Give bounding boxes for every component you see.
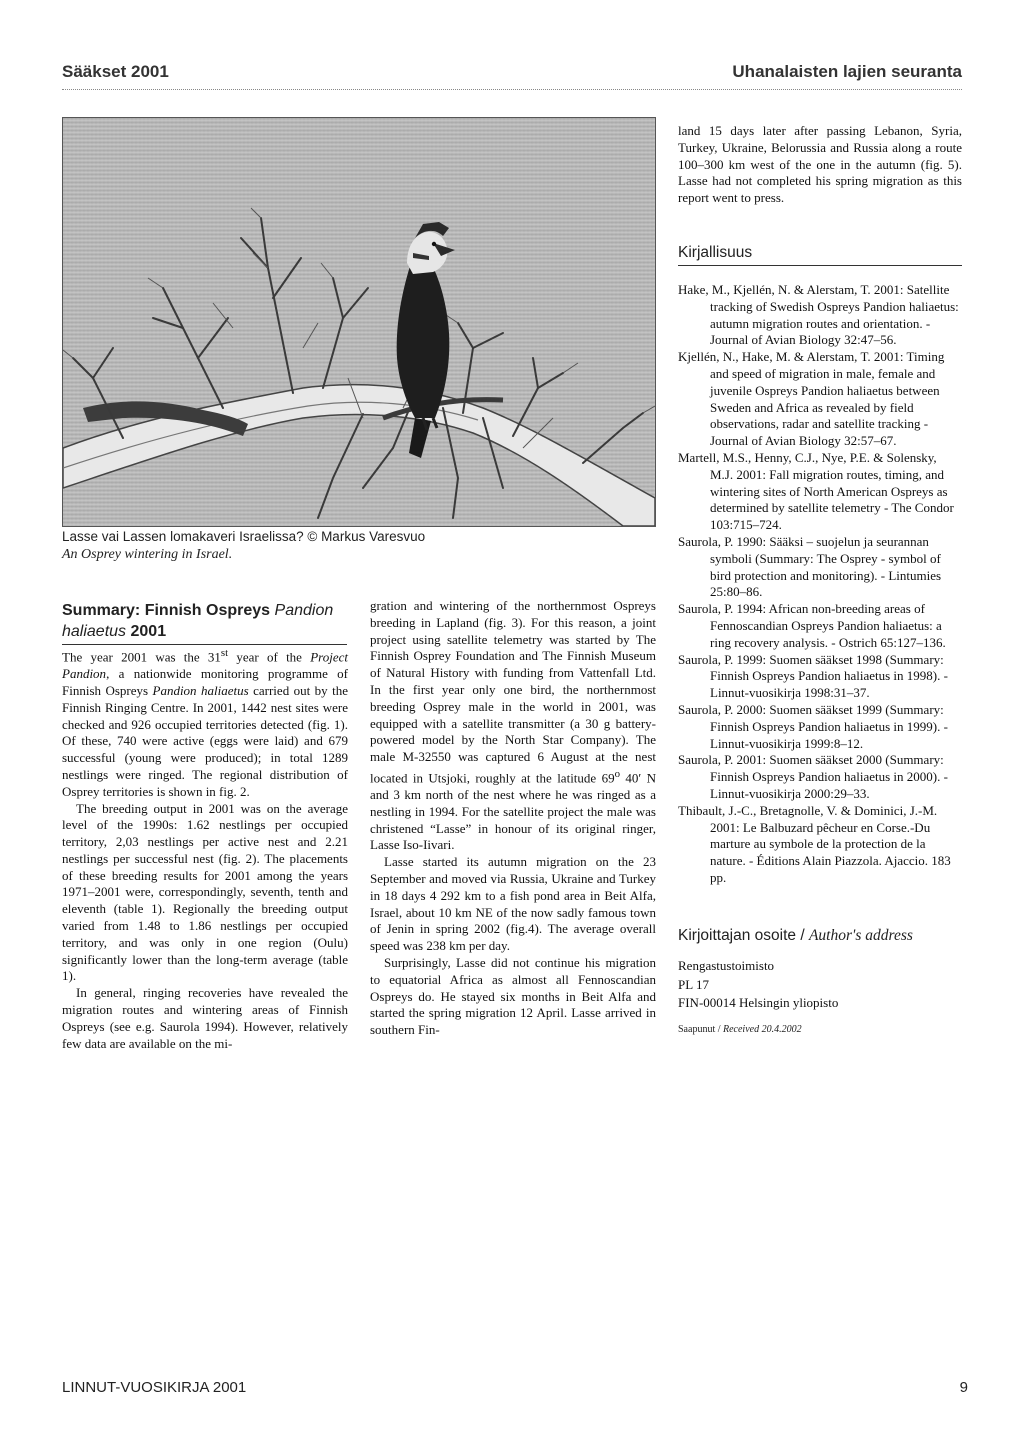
running-header-right: Uhanalaisten lajien seuranta [732, 62, 962, 81]
p4-degree: o [614, 767, 620, 780]
author-address-heading [678, 927, 913, 945]
reference-item: Saurola, P. 1994: African non-breeding areas of Fennoscandian Ospreys Pandion haliaetus: a ring recovery analysis. - Ostrich 65:127–136. [678, 601, 946, 650]
summary-column-1 [62, 645, 348, 1052]
osprey-photo [62, 117, 656, 527]
p1-text-d: carried out by the Finnish Ringing Centre. In 2001, 1442 nest sites were checked and 926 occupied territories detected (fig. 1). Of these, 740 were active (eggs were laid) and 679 successful (young were produced); in total 1289 nestlings were ringed. The regional distribution of Osprey territories is shown in fig. 2. [62, 682, 349, 799]
summary-heading-pre: Summary: Finnish Ospreys [62, 602, 275, 619]
reference-item: Hake, M., Kjellén, N. & Alerstam, T. 2001: Satellite tracking of Swedish Ospreys Pandion haliaetus: autumn migration routes and orientation. - Journal of Avian Biology 32:47–56. [678, 282, 959, 348]
summary-paragraph-6: Surprisingly, Lasse did not continue his migration to equatorial Africa as almost all Fennoscandian Ospreys do. He stayed six months in Beit Alfa and started the spring migration 12 April. Lasse arrived in southern Fin- [370, 955, 656, 1038]
received-date [678, 1024, 802, 1035]
p1-text-c: , a nationwide monitoring programme of Finnish Ospreys [62, 666, 348, 698]
author-address-heading-en: Author's address [808, 927, 913, 944]
address-line: PL 17 [678, 976, 709, 992]
osprey-photo-icon [63, 118, 655, 526]
p4-text-b: 40′ N and 3 km north of the nest where he was ringed as a nestling in 1994. For the satellite project the male was christened “Lasse” in honour of its original ringer, Lasse Iso-Iivari. [370, 770, 657, 853]
summary-column-3 [678, 123, 962, 207]
summary-paragraph-3: In general, ringing recoveries have revealed the migration routes and wintering areas of Finnish Ospreys (see e.g. Saurola 1994). However, relatively few data are available on the mi- [62, 985, 348, 1051]
journal-footer: LINNUT-VUOSIKIRJA 2001 [62, 1379, 247, 1396]
reference-item: Kjellén, N., Hake, M. & Alerstam, T. 2001: Timing and speed of migration in male, female and juvenile Ospreys Pandion haliaetus between Sweden and Africa as revealed by field observations, radar and satellite tracking - Journal of Avian Biology 32:57–67. [678, 349, 945, 449]
summary-paragraph-7: land 15 days later after passing Lebanon, Syria, Turkey, Ukraine, Belorussia and Russia along a route 100–300 km west of the one in the autumn (fig. 5). Lasse had not completed his spring migration as this report went to press. [678, 123, 962, 206]
running-header-left: Sääkset 2001 [62, 62, 169, 81]
summary-paragraph-2: The breeding output in 2001 was on the average level of the 1990s: 1.62 nestlings per occupied territory, 2,03 nestlings per active nest and 2.21 nestlings per successful nest (fig. 2). The placements of these breeding results for 2001 among the years 1971–2001 were, correspondingly, seventh, tenth and eleventh (table 1). Regionally the breeding output varied from 1.48 to 1.86 nestlings per occupied territory, and was only in one region (Oulu) significantly lower than the long-term average (table 1). [62, 800, 348, 984]
summary-paragraph-5: Lasse started its autumn migration on the 23 September and moved via Russia, Ukraine and Turkey in 18 days 4 292 km to a fish pond area in Beit Alfa, Israel, about 10 km NE of the now sadly famous town of Jenin in spring 2002 (fig.4). The average overall speed was 238 km per day. [370, 854, 656, 954]
address-line: Rengastustoimisto [678, 958, 775, 973]
summary-heading [62, 600, 347, 645]
header-rule [62, 89, 962, 90]
reference-item: Saurola, P. 1999: Suomen sääkset 1998 (Summary: Finnish Ospreys Pandion haliaetus in 1998). - Linnut-vuosikirja 1998:31–37. [678, 651, 948, 701]
references-heading: Kirjallisuus [678, 244, 962, 266]
page-number: 9 [959, 1379, 968, 1396]
summary-paragraph-4 [370, 598, 656, 854]
p1-project-name: Project Pandion [62, 649, 348, 682]
photo-caption [62, 528, 622, 564]
caption-finnish: Lasse vai Lassen lomakaveri Israelissa? © Markus Varesvuo [62, 529, 426, 544]
reference-item: Saurola, P. 2001: Suomen sääkset 2000 (Summary: Finnish Ospreys Pandion haliaetus in 2000). - Linnut-vuosikirja 2000:29–33. [678, 752, 948, 801]
received-label-en: Received 20.4.2002 [723, 1024, 802, 1035]
reference-item: Saurola, P. 2000: Suomen sääkset 1999 (Summary: Finnish Ospreys Pandion haliaetus in 1999). - Linnut-vuosikirja 1999:8–12. [678, 701, 948, 751]
p1-superscript: st [220, 647, 229, 659]
p1-text-b: year of the [228, 649, 311, 665]
address-line: FIN-00014 Helsingin yliopisto [678, 995, 839, 1011]
p1-species-name: Pandion haliaetus [152, 682, 249, 698]
received-label-fi: Saapunut / [678, 1024, 723, 1035]
references-list [678, 282, 962, 887]
p1-text-a: The year 2001 was the 31 [62, 649, 221, 665]
summary-heading-species: Pandion haliaetus [62, 602, 334, 640]
summary-paragraph-1 [62, 645, 348, 801]
author-address [678, 957, 838, 1013]
reference-item: Thibault, J.-C., Bretagnolle, V. & Dominici, J.-M. 2001: Le Balbuzard pêcheur en Corse.-Du marture au symbole de la protection de la nature. - Éditions Alain Piazzola. Ajaccio. 183 pp. [678, 802, 951, 885]
reference-item: Martell, M.S., Henny, C.J., Nye, P.E. & Solensky, M.J. 2001: Fall migration routes, timing, and wintering sites of North American Ospreys as determined by satellite telemetry - The Condor 103:715–724. [678, 449, 954, 533]
p4-text-a: gration and wintering of the northernmost Ospreys breeding in Lapland (fig. 3). For this reason, a joint project using satellite telemetry was started by The Finnish Osprey Foundation and The Finnish Museum of Natural History with funding from Vattenfall Ltd. In the first year only one bird, the northernmost breeding Osprey male in the world in 2001, was equipped with a satellite transmitter (a 30 g battery-powered model by the North Star Company). The male M-32550 was captured 6 August at the nest located in Utsjoki, roughly at the latitude 69 [370, 598, 656, 786]
summary-column-2 [370, 598, 656, 1039]
caption-english: An Osprey wintering in Israel. [62, 547, 233, 562]
author-address-heading-fi: Kirjoittajan osoite / [678, 927, 809, 944]
summary-heading-year: 2001 [126, 623, 167, 640]
reference-item: Saurola, P. 1990: Sääksi – suojelun ja seurannan symboli (Summary: The Osprey - symbol of bird protection and monitoring). - Lintumies 25:80–86. [678, 533, 942, 600]
